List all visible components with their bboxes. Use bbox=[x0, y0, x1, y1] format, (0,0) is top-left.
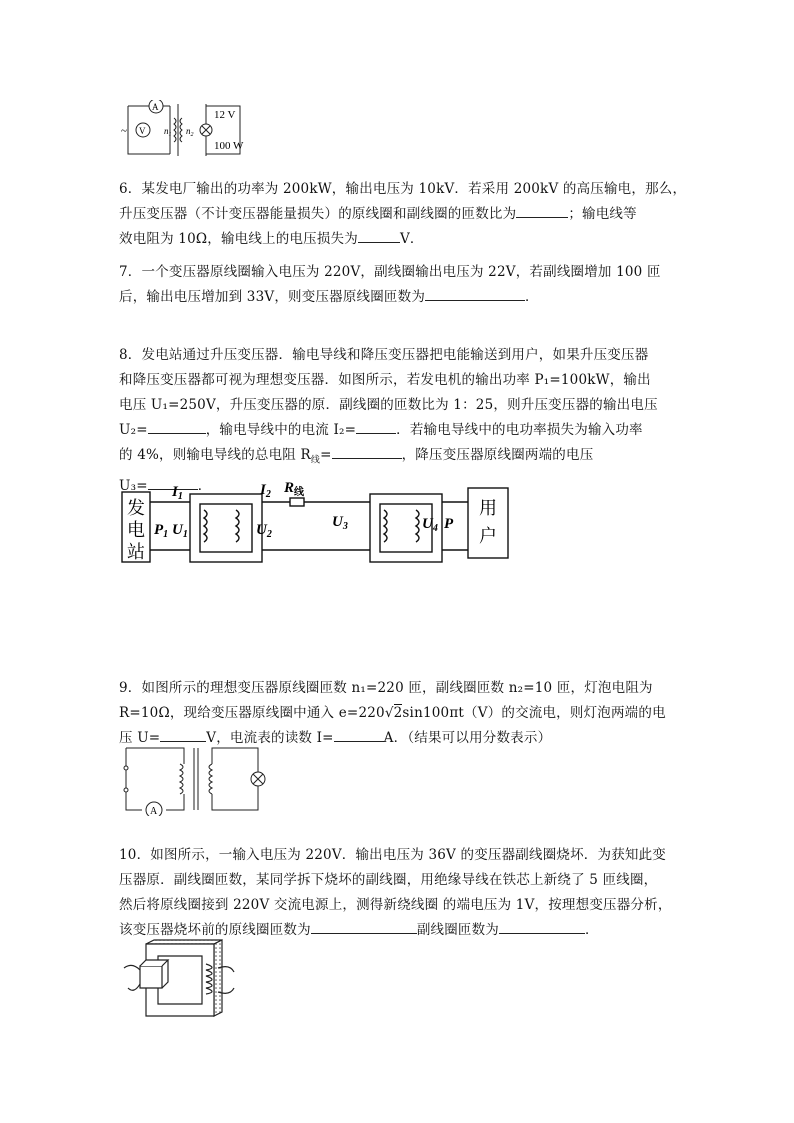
q8-blank-i2[interactable] bbox=[356, 419, 396, 434]
q8-line-4: U₂= ，输电导线中的电流 I₂= ．若输电导线中的电功率损失为输入功率 bbox=[119, 418, 689, 443]
q8-label-r-line: $R_线$ bbox=[284, 480, 305, 498]
q5-circuit-figure bbox=[118, 100, 268, 162]
q9-blank-current[interactable] bbox=[334, 727, 384, 742]
question-9 bbox=[119, 676, 689, 751]
q8-user-char-1: 用 bbox=[479, 498, 497, 518]
q8-user-char-2: 户 bbox=[479, 526, 497, 546]
q8-station-char-3: 站 bbox=[127, 542, 145, 562]
q8-station-char-1: 发 bbox=[127, 498, 145, 518]
q8-line-5: 的 4%，则输电导线的总电阻 $R_线=$ ，降压变压器原线圈两端的电压 bbox=[119, 443, 689, 474]
q8-label-u2: $U_2$ bbox=[256, 522, 272, 540]
question-6 bbox=[119, 177, 689, 252]
q5-ammeter-label: A bbox=[152, 102, 159, 112]
q8-blank-u2[interactable] bbox=[148, 419, 206, 434]
q9-line-1: 9．如图所示的理想变压器原线圈匝数 n₁=220 匝，副线圈匝数 n₂=10 匝，灯泡电阻为 bbox=[119, 680, 653, 696]
q8-label-u3: $U_3$ bbox=[332, 514, 348, 532]
q5-n2-label: $n_2$ bbox=[186, 126, 194, 138]
question-10 bbox=[119, 843, 689, 943]
q5-voltmeter-label: V bbox=[139, 126, 146, 136]
q10-transformer-core-figure bbox=[118, 938, 238, 1024]
q8-line-1: 8．发电站通过升压变压器．输电导线和降压变压器把电能输送到用户，如果升压变压器 bbox=[119, 347, 649, 363]
q10-blank-primary-turns[interactable] bbox=[311, 919, 417, 934]
q5-lamp-power: 100 W bbox=[214, 140, 244, 152]
q5-lamp-voltage: 12 V bbox=[214, 109, 236, 121]
q8-label-p: P bbox=[444, 516, 454, 532]
q9-blank-voltage[interactable] bbox=[160, 727, 206, 742]
q6-line-1: 6．某发电厂输出的功率为 200kW，输出电压为 10kV．若采用 200kV 的高压输电，那么， bbox=[119, 181, 687, 197]
q7-line-1: 7．一个变压器原线圈输入电压为 220V，副线圈输出电压为 22V，若副线圈增加 100 匝 bbox=[119, 264, 661, 280]
q8-power-transmission-figure bbox=[118, 480, 518, 568]
q8-label-u4: $U_4$ bbox=[422, 516, 438, 534]
q10-blank-secondary-turns[interactable] bbox=[499, 919, 585, 934]
q8-label-p1: $P_1$ bbox=[154, 522, 169, 540]
q8-label-i1: $I_1$ bbox=[172, 484, 183, 502]
q9-transformer-figure bbox=[118, 742, 273, 816]
question-8 bbox=[119, 343, 689, 499]
q10-line-4: 该变压器烧坏前的原线圈匝数为 副线圈匝数为 ． bbox=[119, 918, 689, 943]
q10-line-1: 10．如图所示，一输入电压为 220V．输出电压为 36V 的变压器副线圈烧坏．为获知此变 bbox=[119, 847, 666, 863]
q8-line-6: U₃= ． bbox=[119, 474, 689, 499]
q6-blank-voltage-loss[interactable] bbox=[358, 228, 400, 243]
q9-line-3: 压 U= V，电流表的读数 I= A．（结果可以用分数表示） bbox=[119, 726, 689, 751]
q8-line-3: 电压 U₁=250V，升压变压器的原．副线圈的匝数比为 1：25，则升压变压器的输出电压 bbox=[119, 397, 658, 413]
q6-blank-turns-ratio[interactable] bbox=[516, 203, 568, 218]
q8-station-char-2: 电 bbox=[127, 520, 145, 540]
q8-label-i2: $I_2$ bbox=[260, 482, 271, 500]
q6-line-2: 升压变压器（不计变压器能量损失）的原线圈和副线圈的匝数比为 ；输电线等 bbox=[119, 202, 689, 227]
q5-n1-label: $n_1$ bbox=[164, 126, 172, 138]
q8-label-u1: $U_1$ bbox=[172, 522, 188, 540]
q9-line-2: R=10Ω，现给变压器原线圈中通入 e=220√2sin100πt（V）的交流电，则灯泡两端的电 bbox=[119, 705, 666, 721]
q7-blank-primary-turns[interactable] bbox=[425, 286, 525, 301]
q6-line-3: 效电阻为 10Ω，输电线上的电压损失为 V． bbox=[119, 227, 689, 252]
q10-line-2: 压器原．副线圈匝数，某同学拆下烧坏的副线圈，用绝缘导线在铁芯上新绕了 5 匝线圈， bbox=[119, 872, 658, 888]
question-7 bbox=[119, 260, 689, 310]
q8-blank-resistance[interactable] bbox=[332, 444, 402, 459]
q5-source-symbol: ~ bbox=[121, 125, 127, 137]
q9-ammeter-label: A bbox=[150, 806, 158, 816]
q10-line-3: 然后将原线圈接到 220V 交流电源上，测得新绕线圈 的端电压为 1V，按理想变压器分析， bbox=[119, 897, 672, 913]
sqrt-symbol: √ bbox=[384, 705, 394, 721]
q8-line-2: 和降压变压器都可视为理想变压器．如图所示，若发电机的输出功率 P₁=100kW，输出 bbox=[119, 372, 651, 388]
q7-line-2: 后，输出电压增加到 33V，则变压器原线圈匝数为 ． bbox=[119, 285, 689, 310]
